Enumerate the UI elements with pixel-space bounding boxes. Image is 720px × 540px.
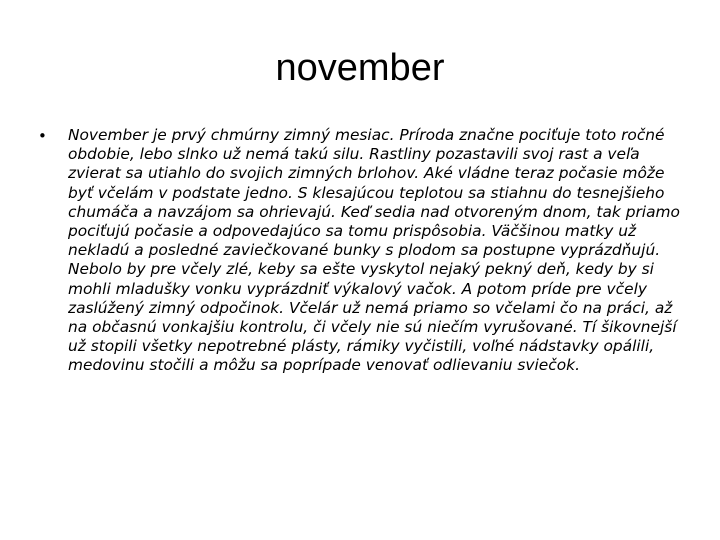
slide-title: november: [275, 47, 445, 89]
bullet-text: November je prvý chmúrny zimný mesiac. Príroda značne pociťuje toto ročné obdobie, lebo slnko už nemá takú silu. Rastliny pozastavili svoj rast a veľa zvierat sa utiahlo do svojich zimných brlohov. Aké vládne teraz počasie môže byť včelám v podstate jedno. S klesajúcou teplotou sa stiahnu do tesnejšieho chumáča a navzájom sa ohrievajú. Keď sedia nad otvoreným dnom, tak priamo pociťujú počasie a odpovedajúco sa tomu prispôsobia. Väčšinou matky už nekladú a posledné zaviečkované bunky s plodom sa postupne vyprázdňujú. Nebolo by pre včely zlé, keby sa ešte vyskytol nejaký pekný deň, kedy by si mohli mladušky vonku vyprázdniť výkalový vačok. A potom príde pre včely zaslúžený zimný odpočinok. Včelár už nemá priamo so včelami čo na práci, až na občasnú vonkajšiu kontrolu, či včely nie sú niečím vyrušované. Tí šikovnejší už stopili všetky nepotrebné plásty, rámiky vyčistili, voľné nádstavky opálili, medovinu stočili a môžu sa poprípade venovať odlievaniu sviečok.: [68, 126, 680, 375]
slide-content: [38, 126, 688, 376]
bullet-item: [38, 126, 688, 376]
bullet-marker: •: [38, 127, 47, 145]
